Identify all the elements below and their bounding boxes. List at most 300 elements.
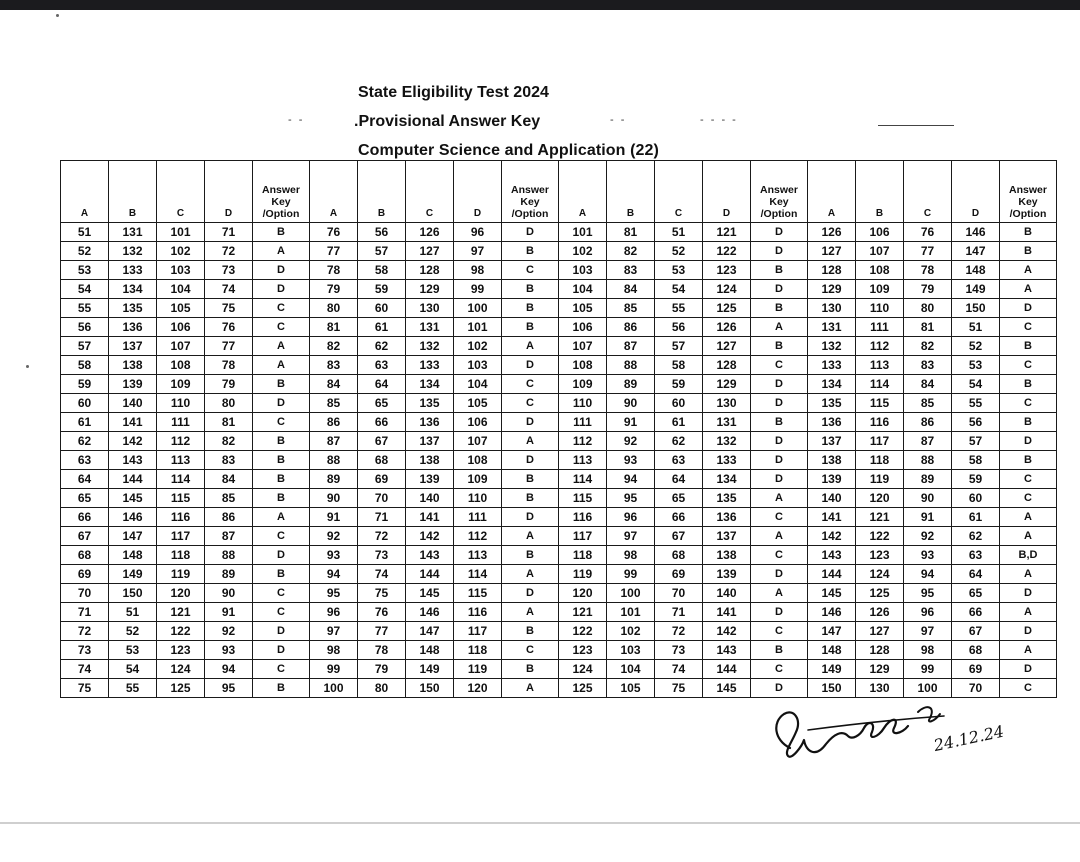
question-number-cell: 143 bbox=[406, 546, 454, 565]
question-number-cell: 92 bbox=[205, 622, 253, 641]
question-number-cell: 84 bbox=[607, 280, 655, 299]
answer-key-header: Answer Key /Option bbox=[751, 161, 808, 223]
question-number-cell: 125 bbox=[856, 584, 904, 603]
question-number-cell: 132 bbox=[406, 337, 454, 356]
question-number-cell: 130 bbox=[406, 299, 454, 318]
question-number-cell: 59 bbox=[61, 375, 109, 394]
answer-cell: C bbox=[1000, 318, 1057, 337]
question-number-cell: 132 bbox=[109, 242, 157, 261]
question-number-cell: 73 bbox=[358, 546, 406, 565]
question-number-cell: 53 bbox=[952, 356, 1000, 375]
question-number-cell: 94 bbox=[607, 470, 655, 489]
question-number-cell: 134 bbox=[703, 470, 751, 489]
answer-cell: B bbox=[751, 299, 808, 318]
answer-cell: B bbox=[253, 489, 310, 508]
answer-cell: C bbox=[1000, 470, 1057, 489]
question-number-cell: 147 bbox=[808, 622, 856, 641]
question-number-cell: 76 bbox=[205, 318, 253, 337]
question-number-cell: 96 bbox=[454, 223, 502, 242]
question-number-cell: 113 bbox=[856, 356, 904, 375]
question-number-cell: 129 bbox=[856, 660, 904, 679]
question-number-cell: 101 bbox=[607, 603, 655, 622]
answer-cell: D bbox=[253, 546, 310, 565]
table-row bbox=[61, 337, 1057, 356]
question-number-cell: 126 bbox=[856, 603, 904, 622]
question-number-cell: 64 bbox=[952, 565, 1000, 584]
question-number-cell: 72 bbox=[655, 622, 703, 641]
question-number-cell: 121 bbox=[856, 508, 904, 527]
question-number-cell: 126 bbox=[703, 318, 751, 337]
answer-cell: B bbox=[502, 622, 559, 641]
answer-cell: B bbox=[253, 375, 310, 394]
question-number-cell: 92 bbox=[607, 432, 655, 451]
question-number-cell: 100 bbox=[607, 584, 655, 603]
question-number-cell: 74 bbox=[205, 280, 253, 299]
question-number-cell: 51 bbox=[952, 318, 1000, 337]
answer-cell: D bbox=[751, 223, 808, 242]
answer-cell: B bbox=[1000, 375, 1057, 394]
question-number-cell: 100 bbox=[310, 679, 358, 698]
question-number-cell: 98 bbox=[310, 641, 358, 660]
table-row bbox=[61, 375, 1057, 394]
question-number-cell: 136 bbox=[808, 413, 856, 432]
scan-line bbox=[878, 125, 954, 126]
question-number-cell: 145 bbox=[808, 584, 856, 603]
question-number-cell: 111 bbox=[454, 508, 502, 527]
series-header: D bbox=[205, 161, 253, 223]
question-number-cell: 53 bbox=[61, 261, 109, 280]
question-number-cell: 62 bbox=[358, 337, 406, 356]
question-number-cell: 113 bbox=[157, 451, 205, 470]
answer-cell: A bbox=[502, 565, 559, 584]
answer-cell: D bbox=[502, 413, 559, 432]
question-number-cell: 57 bbox=[61, 337, 109, 356]
question-number-cell: 101 bbox=[454, 318, 502, 337]
answer-cell: C bbox=[751, 356, 808, 375]
question-number-cell: 102 bbox=[454, 337, 502, 356]
question-number-cell: 104 bbox=[559, 280, 607, 299]
question-number-cell: 71 bbox=[655, 603, 703, 622]
answer-cell: A bbox=[1000, 565, 1057, 584]
answer-cell: C bbox=[253, 584, 310, 603]
answer-cell: D bbox=[502, 508, 559, 527]
question-number-cell: 77 bbox=[310, 242, 358, 261]
question-number-cell: 83 bbox=[310, 356, 358, 375]
answer-cell: B bbox=[751, 337, 808, 356]
question-number-cell: 145 bbox=[109, 489, 157, 508]
question-number-cell: 78 bbox=[310, 261, 358, 280]
question-number-cell: 110 bbox=[856, 299, 904, 318]
question-number-cell: 56 bbox=[952, 413, 1000, 432]
scan-speck bbox=[56, 14, 59, 17]
question-number-cell: 62 bbox=[61, 432, 109, 451]
table-row bbox=[61, 394, 1057, 413]
question-number-cell: 87 bbox=[904, 432, 952, 451]
question-number-cell: 99 bbox=[607, 565, 655, 584]
question-number-cell: 139 bbox=[406, 470, 454, 489]
question-number-cell: 60 bbox=[358, 299, 406, 318]
question-number-cell: 87 bbox=[607, 337, 655, 356]
series-header: C bbox=[406, 161, 454, 223]
question-number-cell: 80 bbox=[205, 394, 253, 413]
question-number-cell: 52 bbox=[952, 337, 1000, 356]
question-number-cell: 81 bbox=[205, 413, 253, 432]
question-number-cell: 122 bbox=[559, 622, 607, 641]
series-header: D bbox=[454, 161, 502, 223]
question-number-cell: 149 bbox=[952, 280, 1000, 299]
question-number-cell: 103 bbox=[607, 641, 655, 660]
table-row bbox=[61, 660, 1057, 679]
question-number-cell: 97 bbox=[904, 622, 952, 641]
series-header: C bbox=[157, 161, 205, 223]
question-number-cell: 54 bbox=[61, 280, 109, 299]
answer-cell: C bbox=[253, 299, 310, 318]
question-number-cell: 74 bbox=[61, 660, 109, 679]
question-number-cell: 133 bbox=[808, 356, 856, 375]
answer-cell: B bbox=[502, 489, 559, 508]
question-number-cell: 80 bbox=[310, 299, 358, 318]
answer-cell: A bbox=[253, 337, 310, 356]
question-number-cell: 110 bbox=[157, 394, 205, 413]
question-number-cell: 87 bbox=[310, 432, 358, 451]
series-header: B bbox=[607, 161, 655, 223]
question-number-cell: 95 bbox=[205, 679, 253, 698]
question-number-cell: 146 bbox=[952, 223, 1000, 242]
question-number-cell: 127 bbox=[808, 242, 856, 261]
question-number-cell: 87 bbox=[205, 527, 253, 546]
question-number-cell: 59 bbox=[655, 375, 703, 394]
question-number-cell: 90 bbox=[310, 489, 358, 508]
answer-cell: C bbox=[751, 546, 808, 565]
answer-cell: B bbox=[1000, 413, 1057, 432]
question-number-cell: 62 bbox=[952, 527, 1000, 546]
question-number-cell: 60 bbox=[952, 489, 1000, 508]
question-number-cell: 115 bbox=[559, 489, 607, 508]
answer-cell: C bbox=[253, 413, 310, 432]
answer-cell: D bbox=[1000, 299, 1057, 318]
question-number-cell: 99 bbox=[454, 280, 502, 299]
answer-cell: C bbox=[502, 375, 559, 394]
answer-cell: D bbox=[253, 394, 310, 413]
question-number-cell: 98 bbox=[454, 261, 502, 280]
question-number-cell: 138 bbox=[109, 356, 157, 375]
question-number-cell: 110 bbox=[559, 394, 607, 413]
question-number-cell: 85 bbox=[310, 394, 358, 413]
question-number-cell: 140 bbox=[703, 584, 751, 603]
question-number-cell: 112 bbox=[157, 432, 205, 451]
answer-cell: D bbox=[751, 242, 808, 261]
question-number-cell: 65 bbox=[61, 489, 109, 508]
answer-cell: D bbox=[751, 451, 808, 470]
answer-cell: B bbox=[502, 546, 559, 565]
question-number-cell: 137 bbox=[406, 432, 454, 451]
question-number-cell: 75 bbox=[655, 679, 703, 698]
question-number-cell: 59 bbox=[952, 470, 1000, 489]
table-row bbox=[61, 641, 1057, 660]
question-number-cell: 142 bbox=[703, 622, 751, 641]
answer-cell: B bbox=[502, 242, 559, 261]
question-number-cell: 109 bbox=[856, 280, 904, 299]
answer-cell: D bbox=[502, 223, 559, 242]
question-number-cell: 150 bbox=[808, 679, 856, 698]
question-number-cell: 73 bbox=[205, 261, 253, 280]
question-number-cell: 92 bbox=[904, 527, 952, 546]
question-number-cell: 140 bbox=[808, 489, 856, 508]
question-number-cell: 104 bbox=[157, 280, 205, 299]
table-row bbox=[61, 508, 1057, 527]
question-number-cell: 88 bbox=[310, 451, 358, 470]
answer-cell: A bbox=[502, 337, 559, 356]
subject-line: Computer Science and Application (22) bbox=[358, 142, 659, 159]
question-number-cell: 86 bbox=[904, 413, 952, 432]
answer-cell: D bbox=[751, 565, 808, 584]
question-number-cell: 63 bbox=[358, 356, 406, 375]
question-number-cell: 94 bbox=[205, 660, 253, 679]
question-number-cell: 108 bbox=[157, 356, 205, 375]
answer-cell: D bbox=[502, 451, 559, 470]
answer-cell: A bbox=[751, 584, 808, 603]
question-number-cell: 119 bbox=[559, 565, 607, 584]
answer-cell: D bbox=[1000, 584, 1057, 603]
question-number-cell: 63 bbox=[952, 546, 1000, 565]
answer-cell: B bbox=[1000, 451, 1057, 470]
question-number-cell: 111 bbox=[157, 413, 205, 432]
question-number-cell: 85 bbox=[205, 489, 253, 508]
question-number-cell: 81 bbox=[904, 318, 952, 337]
question-number-cell: 71 bbox=[205, 223, 253, 242]
question-number-cell: 79 bbox=[310, 280, 358, 299]
question-number-cell: 77 bbox=[205, 337, 253, 356]
question-number-cell: 116 bbox=[454, 603, 502, 622]
question-number-cell: 119 bbox=[856, 470, 904, 489]
question-number-cell: 79 bbox=[904, 280, 952, 299]
answer-cell: B bbox=[253, 451, 310, 470]
question-number-cell: 70 bbox=[358, 489, 406, 508]
question-number-cell: 58 bbox=[358, 261, 406, 280]
answer-cell: D bbox=[502, 584, 559, 603]
question-number-cell: 118 bbox=[157, 546, 205, 565]
question-number-cell: 70 bbox=[655, 584, 703, 603]
table-row bbox=[61, 489, 1057, 508]
question-number-cell: 105 bbox=[559, 299, 607, 318]
question-number-cell: 60 bbox=[61, 394, 109, 413]
answer-cell: B bbox=[502, 470, 559, 489]
answer-cell: B bbox=[502, 299, 559, 318]
question-number-cell: 131 bbox=[808, 318, 856, 337]
question-number-cell: 142 bbox=[109, 432, 157, 451]
question-number-cell: 101 bbox=[157, 223, 205, 242]
question-number-cell: 106 bbox=[856, 223, 904, 242]
question-number-cell: 141 bbox=[109, 413, 157, 432]
question-number-cell: 85 bbox=[904, 394, 952, 413]
table-row bbox=[61, 603, 1057, 622]
table-row bbox=[61, 299, 1057, 318]
series-header: D bbox=[952, 161, 1000, 223]
question-number-cell: 144 bbox=[406, 565, 454, 584]
answer-cell: D bbox=[751, 394, 808, 413]
question-number-cell: 142 bbox=[406, 527, 454, 546]
answer-key-table bbox=[60, 160, 1057, 698]
question-number-cell: 73 bbox=[655, 641, 703, 660]
answer-cell: A bbox=[253, 356, 310, 375]
question-number-cell: 147 bbox=[952, 242, 1000, 261]
question-number-cell: 107 bbox=[856, 242, 904, 261]
question-number-cell: 91 bbox=[310, 508, 358, 527]
series-header: C bbox=[904, 161, 952, 223]
question-number-cell: 97 bbox=[454, 242, 502, 261]
question-number-cell: 134 bbox=[109, 280, 157, 299]
question-number-cell: 67 bbox=[952, 622, 1000, 641]
question-number-cell: 55 bbox=[61, 299, 109, 318]
question-number-cell: 122 bbox=[157, 622, 205, 641]
table-row bbox=[61, 527, 1057, 546]
question-number-cell: 58 bbox=[61, 356, 109, 375]
question-number-cell: 117 bbox=[454, 622, 502, 641]
answer-cell: A bbox=[1000, 508, 1057, 527]
question-number-cell: 89 bbox=[205, 565, 253, 584]
answer-cell: D bbox=[502, 356, 559, 375]
table-body bbox=[61, 223, 1057, 698]
question-number-cell: 102 bbox=[157, 242, 205, 261]
answer-cell: C bbox=[253, 527, 310, 546]
series-header: B bbox=[109, 161, 157, 223]
question-number-cell: 53 bbox=[109, 641, 157, 660]
question-number-cell: 136 bbox=[109, 318, 157, 337]
question-number-cell: 122 bbox=[703, 242, 751, 261]
question-number-cell: 148 bbox=[406, 641, 454, 660]
answer-cell: C bbox=[253, 660, 310, 679]
table-row bbox=[61, 451, 1057, 470]
question-number-cell: 124 bbox=[559, 660, 607, 679]
question-number-cell: 61 bbox=[61, 413, 109, 432]
question-number-cell: 76 bbox=[358, 603, 406, 622]
scan-dash: - - - - bbox=[700, 114, 738, 126]
question-number-cell: 54 bbox=[655, 280, 703, 299]
question-number-cell: 150 bbox=[109, 584, 157, 603]
signature bbox=[768, 700, 948, 770]
question-number-cell: 55 bbox=[655, 299, 703, 318]
table-row bbox=[61, 565, 1057, 584]
question-number-cell: 78 bbox=[904, 261, 952, 280]
question-number-cell: 82 bbox=[205, 432, 253, 451]
question-number-cell: 130 bbox=[808, 299, 856, 318]
question-number-cell: 138 bbox=[406, 451, 454, 470]
series-header: B bbox=[358, 161, 406, 223]
question-number-cell: 52 bbox=[61, 242, 109, 261]
table-row bbox=[61, 413, 1057, 432]
question-number-cell: 124 bbox=[157, 660, 205, 679]
question-number-cell: 74 bbox=[358, 565, 406, 584]
question-number-cell: 141 bbox=[406, 508, 454, 527]
question-number-cell: 101 bbox=[559, 223, 607, 242]
question-number-cell: 104 bbox=[607, 660, 655, 679]
answer-cell: C bbox=[502, 641, 559, 660]
table-row bbox=[61, 679, 1057, 698]
answer-cell: B bbox=[751, 261, 808, 280]
question-number-cell: 149 bbox=[808, 660, 856, 679]
question-number-cell: 83 bbox=[904, 356, 952, 375]
question-number-cell: 132 bbox=[703, 432, 751, 451]
question-number-cell: 66 bbox=[61, 508, 109, 527]
question-number-cell: 128 bbox=[856, 641, 904, 660]
question-number-cell: 116 bbox=[157, 508, 205, 527]
question-number-cell: 84 bbox=[310, 375, 358, 394]
answer-cell: B bbox=[253, 470, 310, 489]
table-header bbox=[61, 161, 1057, 223]
question-number-cell: 106 bbox=[157, 318, 205, 337]
question-number-cell: 129 bbox=[703, 375, 751, 394]
question-number-cell: 137 bbox=[703, 527, 751, 546]
question-number-cell: 149 bbox=[109, 565, 157, 584]
question-number-cell: 95 bbox=[607, 489, 655, 508]
question-number-cell: 69 bbox=[952, 660, 1000, 679]
question-number-cell: 145 bbox=[703, 679, 751, 698]
question-number-cell: 140 bbox=[406, 489, 454, 508]
question-number-cell: 57 bbox=[655, 337, 703, 356]
question-number-cell: 55 bbox=[109, 679, 157, 698]
question-number-cell: 103 bbox=[454, 356, 502, 375]
answer-cell: A bbox=[1000, 527, 1057, 546]
answer-cell: B bbox=[253, 432, 310, 451]
question-number-cell: 82 bbox=[904, 337, 952, 356]
question-number-cell: 142 bbox=[808, 527, 856, 546]
question-number-cell: 94 bbox=[310, 565, 358, 584]
question-number-cell: 116 bbox=[856, 413, 904, 432]
answer-cell: D bbox=[253, 261, 310, 280]
question-number-cell: 56 bbox=[358, 223, 406, 242]
question-number-cell: 96 bbox=[310, 603, 358, 622]
question-number-cell: 109 bbox=[454, 470, 502, 489]
answer-cell: A bbox=[502, 603, 559, 622]
question-number-cell: 124 bbox=[856, 565, 904, 584]
question-number-cell: 90 bbox=[904, 489, 952, 508]
answer-cell: B bbox=[253, 223, 310, 242]
question-number-cell: 91 bbox=[904, 508, 952, 527]
answer-cell: A bbox=[751, 527, 808, 546]
question-number-cell: 83 bbox=[205, 451, 253, 470]
answer-cell: C bbox=[253, 603, 310, 622]
question-number-cell: 146 bbox=[406, 603, 454, 622]
question-number-cell: 66 bbox=[655, 508, 703, 527]
question-number-cell: 139 bbox=[109, 375, 157, 394]
question-number-cell: 59 bbox=[358, 280, 406, 299]
answer-cell: D bbox=[1000, 660, 1057, 679]
question-number-cell: 90 bbox=[607, 394, 655, 413]
question-number-cell: 114 bbox=[559, 470, 607, 489]
question-number-cell: 138 bbox=[808, 451, 856, 470]
question-number-cell: 89 bbox=[904, 470, 952, 489]
answer-cell: A bbox=[502, 432, 559, 451]
series-header: B bbox=[856, 161, 904, 223]
question-number-cell: 67 bbox=[61, 527, 109, 546]
question-number-cell: 135 bbox=[109, 299, 157, 318]
question-number-cell: 70 bbox=[952, 679, 1000, 698]
question-number-cell: 120 bbox=[157, 584, 205, 603]
answer-cell: C bbox=[1000, 679, 1057, 698]
question-number-cell: 76 bbox=[310, 223, 358, 242]
question-number-cell: 77 bbox=[904, 242, 952, 261]
question-number-cell: 139 bbox=[703, 565, 751, 584]
question-number-cell: 131 bbox=[703, 413, 751, 432]
question-number-cell: 68 bbox=[952, 641, 1000, 660]
question-number-cell: 61 bbox=[952, 508, 1000, 527]
answer-cell: D bbox=[253, 641, 310, 660]
header-row bbox=[61, 161, 1057, 223]
answer-cell: A bbox=[1000, 603, 1057, 622]
table-row bbox=[61, 356, 1057, 375]
answer-cell: A bbox=[253, 242, 310, 261]
table-row bbox=[61, 280, 1057, 299]
